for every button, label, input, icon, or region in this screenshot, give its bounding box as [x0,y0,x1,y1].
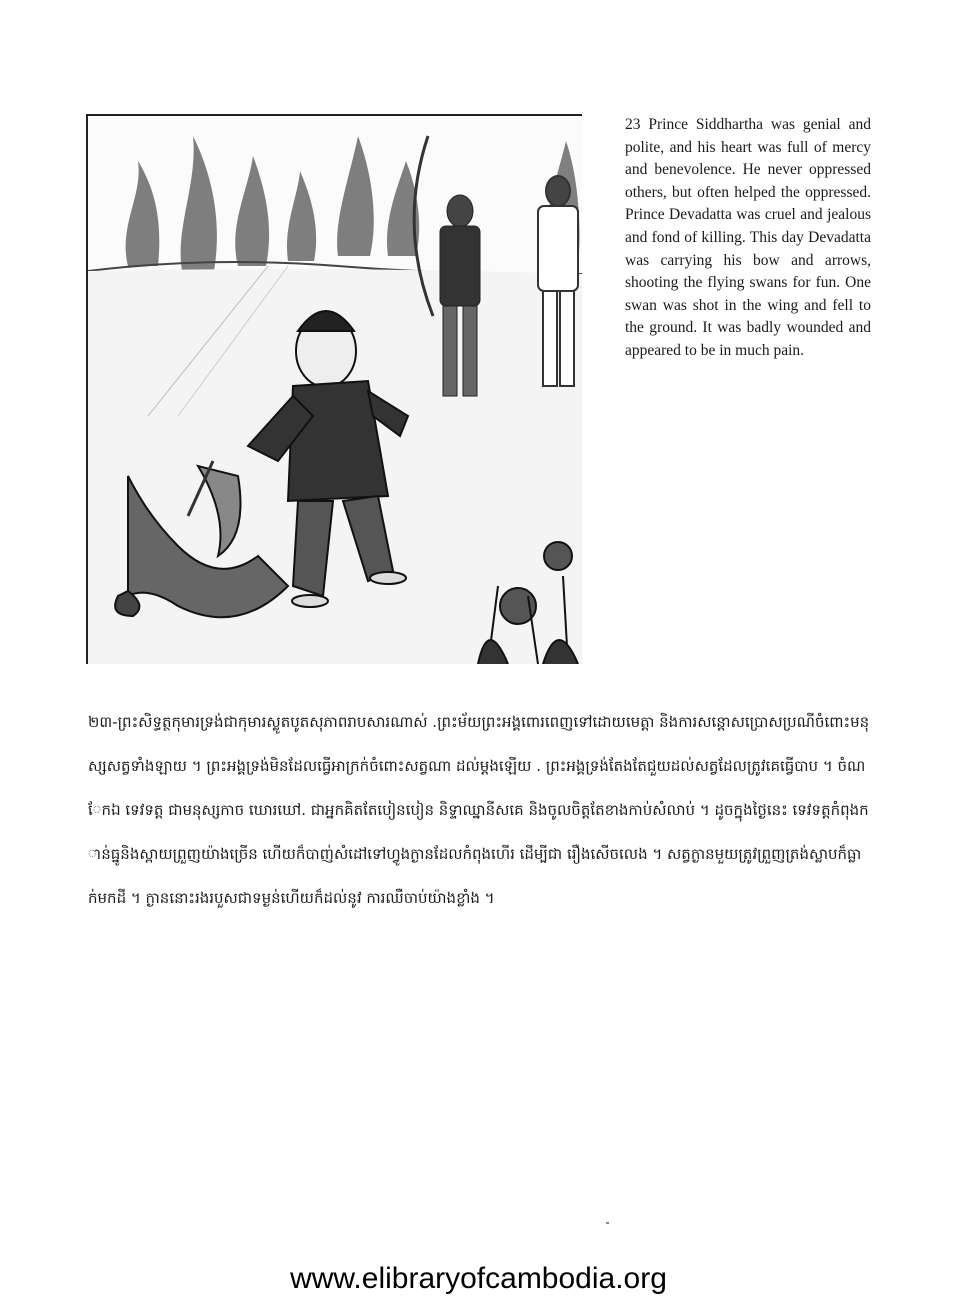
illustration [86,114,582,664]
english-caption: 23 Prince Siddhartha was genial and polite, and his heart was full of mercy and benevolence. He never oppressed others, but often helped the oppressed. Prince Devadatta was cruel and jealous and fond of killing. This day Devadatta was carrying his bow and arrows, shooting the flying swans for fun. One swan was shot in the wing and fell to the ground. It was badly wounded and appeared to be in much pain. [625,116,871,359]
scan-speck [606,1222,609,1224]
footer-url: www.elibraryofcambodia.org [290,1262,667,1295]
khmer-paragraph: ២៣-ព្រះសិទ្ធត្ថកុមារទ្រង់ជាកុមារស្លូតបូតសុភាពរាបសារណាស់ .ព្រះម័យព្រះអង្គពោរពេញទៅដោយមេត្តា និងការសន្ដោសប្រោសប្រណីចំពោះមនុស្សសត្វទាំងឡាយ ។ ព្រះអង្គទ្រង់មិនដែលធ្វើអាក្រក់ចំពោះសត្វណា ដល់ម្ដងឡើយ . ព្រះអង្គទ្រង់តែងតែជួយដល់សត្វដែលត្រូវគេធ្វើបាប ។ ចំណែកឯ ទេវទត្ត ជាមនុស្សកាច ឃោរឃៅ. ជាអ្នកគិតតែបៀនបៀន និទ្ទាឈ្នានីសគេ និងចូលចិត្តតែខាងកាប់សំលាប់ ។ ដូចក្នុងថ្ងៃនេះ ទេវទត្តកំពុងកាន់ធ្នូនិងស្ពាយព្រួញយ៉ាងច្រើន ហើយក៏បាញ់សំដៅទៅហ្វូងក្ងានដែលកំពុងហើរ ដើម្បីជា រឿងសើចលេង ។ សត្វក្ងានមួយត្រូវព្រួញត្រង់ស្លាបក៏ធ្លាក់មកដី ។ ក្ងាននោះរងរបួសជាទម្ងន់ហើយក៏ដល់នូវ ការឈឺចាប់យ៉ាងខ្លាំង ។ [88,713,870,907]
prince-and-wounded-swan-illustration [88,116,582,664]
